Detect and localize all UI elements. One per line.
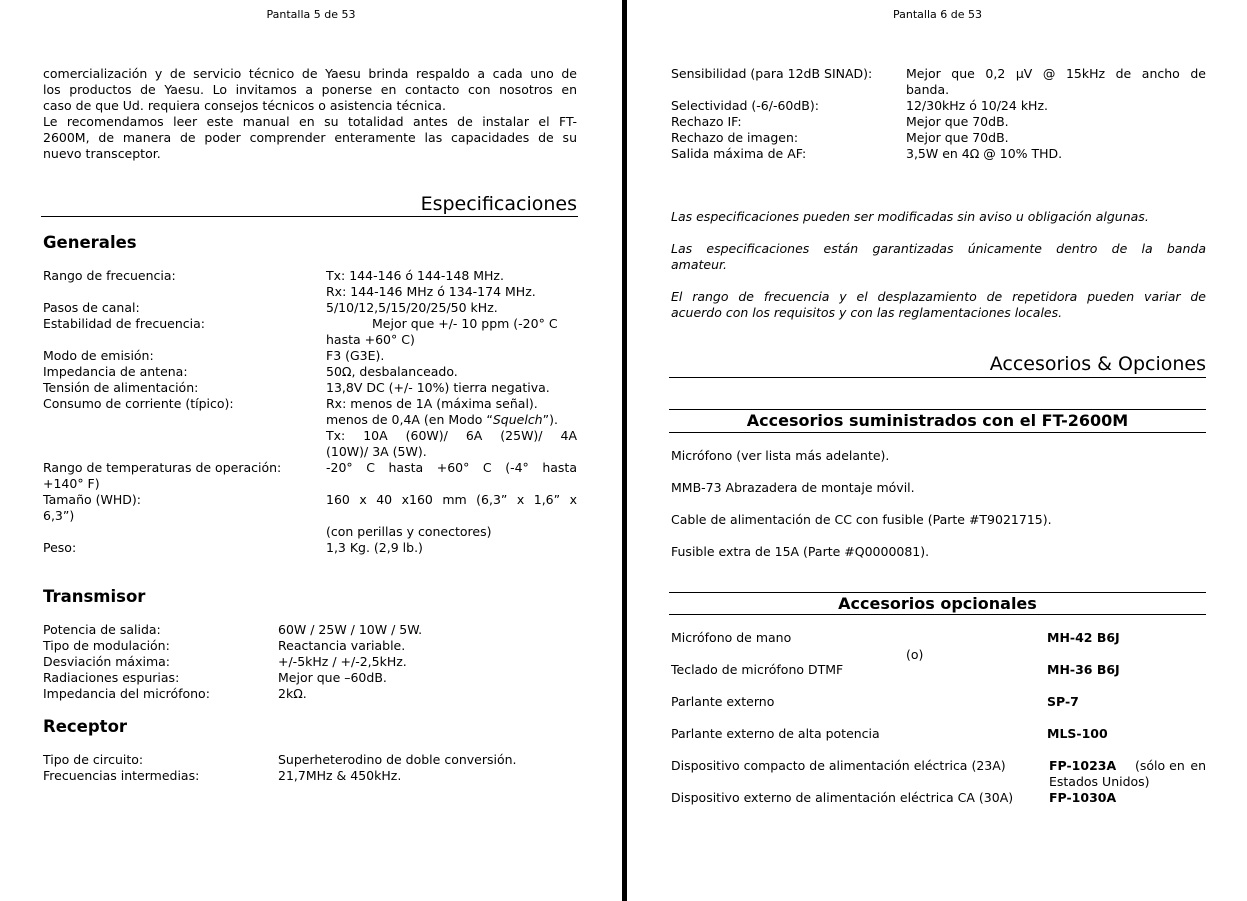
spec-value: [326, 412, 558, 428]
supplied-item: MMB-73 Abrazadera de montaje móvil.: [671, 480, 915, 495]
spec-note: acuerdo con los requisitos y con las reglamentaciones locales.: [671, 305, 1063, 320]
spec-note: Las especificaciones están garantizadas únicamente dentro de la banda: [671, 241, 1206, 256]
spec-value: Rx: 144-146 MHz ó 134-174 MHz.: [326, 284, 536, 299]
spec-label: +140° F): [43, 476, 100, 491]
spec-value: Tx: 144-146 ó 144-148 MHz.: [326, 268, 504, 283]
optional-note: Estados Unidos): [1049, 774, 1150, 789]
box-top-rule: [669, 592, 1206, 593]
optional-code: FP-1023A: [1049, 758, 1117, 773]
spec-label: Potencia de salida:: [43, 622, 161, 637]
spec-label: Tipo de modulación:: [43, 638, 170, 653]
spec-label: Peso:: [43, 540, 77, 555]
supplied-item: Micrófono (ver lista más adelante).: [671, 448, 890, 463]
intro-line: nuevo transceptor.: [43, 146, 161, 161]
heading-transmisor: Transmisor: [43, 587, 146, 606]
spec-label: Salida máxima de AF:: [671, 146, 807, 161]
optional-label: Parlante externo: [671, 694, 775, 709]
spec-value: 3,5W en 4Ω @ 10% THD.: [906, 146, 1063, 161]
spec-label: Desviación máxima:: [43, 654, 171, 669]
spec-value: (con perillas y conectores): [326, 524, 492, 539]
spec-note: amateur.: [671, 257, 727, 272]
spec-label: Tipo de circuito:: [43, 752, 144, 767]
page-header: Pantalla 5 de 53: [266, 8, 356, 21]
box-top-rule: [669, 409, 1206, 410]
heading-receptor: Receptor: [43, 717, 128, 736]
spec-label: Sensibilidad (para 12dB SINAD):: [671, 66, 873, 81]
spec-label: Rechazo de imagen:: [671, 130, 799, 145]
optional-code: MH-36 B6J: [1047, 662, 1120, 677]
spec-label: Rechazo IF:: [671, 114, 742, 129]
intro-line: Le recomendamos leer este manual en su totalidad antes de instalar el FT-: [43, 114, 577, 129]
spec-label: Tensión de alimentación:: [43, 380, 199, 395]
spec-value: 50Ω, desbalanceado.: [326, 364, 458, 379]
section-title-accesorios: Accesorios & Opciones: [989, 353, 1206, 375]
spec-value: -20° C hasta +60° C (-4° hasta: [326, 460, 577, 475]
intro-line: 2600M, de manera de poder comprender enteramente las capacidades de su: [43, 130, 577, 145]
spec-value: Mejor que 70dB.: [906, 130, 1009, 145]
spec-label: Pasos de canal:: [43, 300, 140, 315]
optional-label: Micrófono de mano: [671, 630, 792, 645]
optional-note: (sólo en: [1135, 758, 1185, 773]
spec-value-part: ”).: [542, 412, 558, 427]
box-bottom-rule: [669, 614, 1206, 615]
spec-value: Reactancia variable.: [278, 638, 406, 653]
optional-code: FP-1030A: [1049, 790, 1117, 805]
spec-value: 160 x 40 x160 mm (6,3” x 1,6” x: [326, 492, 577, 507]
section-rule: [669, 377, 1206, 378]
spec-value: 60W / 25W / 10W / 5W.: [278, 622, 423, 637]
spec-value: 12/30kHz ó 10/24 kHz.: [906, 98, 1048, 113]
spec-label: Impedancia de antena:: [43, 364, 188, 379]
spec-label: Impedancia del micrófono:: [43, 686, 210, 701]
spec-value: (10W)/ 3A (5W).: [326, 444, 427, 459]
spec-note: El rango de frecuencia y el desplazamiento de repetidora pueden variar de: [671, 289, 1206, 304]
spec-label: Tamaño (WHD):: [43, 492, 141, 507]
spec-label: Estabilidad de frecuencia:: [43, 316, 206, 331]
spec-value-part: menos de 0,4A (en Modo “: [326, 412, 493, 427]
heading-generales: Generales: [43, 233, 137, 252]
spec-value: Mejor que 0,2 μV @ 15kHz de ancho de: [906, 66, 1206, 81]
spec-note: Las especificaciones pueden ser modificadas sin aviso u obligación algunas.: [671, 209, 1149, 224]
intro-line: caso de que Ud. requiera consejos técnicos o asistencia técnica.: [43, 98, 446, 113]
supplied-item: Fusible extra de 15A (Parte #Q0000081).: [671, 544, 930, 559]
spec-value: hasta +60° C): [326, 332, 415, 347]
spec-value: Mejor que +/- 10 ppm (-20° C: [372, 316, 558, 331]
optional-code: SP-7: [1047, 694, 1079, 709]
or-text: (o): [906, 647, 924, 662]
spec-value: 2kΩ.: [278, 686, 307, 701]
spec-label: Radiaciones espurias:: [43, 670, 180, 685]
optional-code: MLS-100: [1047, 726, 1108, 741]
intro-line: comercialización y de servicio técnico de Yaesu brinda respaldo a cada uno de: [43, 66, 577, 81]
optional-label: Dispositivo compacto de alimentación eléctrica (23A): [671, 758, 1006, 773]
box-bottom-rule: [669, 432, 1206, 433]
spec-value: Tx: 10A (60W)/ 6A (25W)/ 4A: [326, 428, 577, 443]
spec-label: Rango de temperaturas de operación:: [43, 460, 282, 475]
spec-value: Mejor que 70dB.: [906, 114, 1009, 129]
page-5: [0, 0, 622, 901]
spec-label: Rango de frecuencia:: [43, 268, 176, 283]
spec-value: banda.: [906, 82, 950, 97]
heading-supplied-accessories: Accesorios suministrados con el FT-2600M: [746, 411, 1129, 430]
section-title-especificaciones: Especificaciones: [420, 193, 577, 215]
spec-value: +/-5kHz / +/-2,5kHz.: [278, 654, 407, 669]
optional-label: Parlante externo de alta potencia: [671, 726, 880, 741]
spec-value: F3 (G3E).: [326, 348, 385, 363]
spec-value: Rx: menos de 1A (máxima señal).: [326, 396, 538, 411]
spec-value: 13,8V DC (+/- 10%) tierra negativa.: [326, 380, 550, 395]
optional-label: Teclado de micrófono DTMF: [671, 662, 844, 677]
page-header: Pantalla 6 de 53: [893, 8, 982, 21]
supplied-item: Cable de alimentación de CC con fusible (Parte #T9021715).: [671, 512, 1052, 527]
spec-label: Consumo de corriente (típico):: [43, 396, 234, 411]
section-rule: [41, 216, 578, 217]
page-6: [626, 0, 1247, 901]
optional-code: MH-42 B6J: [1047, 630, 1120, 645]
spec-label: Frecuencias intermedias:: [43, 768, 200, 783]
spec-label: Selectividad (-6/-60dB):: [671, 98, 819, 113]
squelch-text: Squelch: [492, 412, 543, 427]
spec-label: Modo de emisión:: [43, 348, 154, 363]
spec-value: Superheterodino de doble conversión.: [278, 752, 517, 767]
spec-label: 6,3”): [43, 508, 75, 523]
intro-line: los productos de Yaesu. Lo invitamos a ponerse en contacto con nosotros en: [43, 82, 577, 97]
optional-note-en: en: [1190, 758, 1206, 773]
heading-optional-accessories: Accesorios opcionales: [838, 594, 1037, 613]
spec-value: 21,7MHz & 450kHz.: [278, 768, 402, 783]
optional-label: Dispositivo externo de alimentación eléctrica CA (30A): [671, 790, 1014, 805]
spec-value: Mejor que –60dB.: [278, 670, 387, 685]
spec-value: 5/10/12,5/15/20/25/50 kHz.: [326, 300, 498, 315]
spec-value: 1,3 Kg. (2,9 lb.): [326, 540, 423, 555]
